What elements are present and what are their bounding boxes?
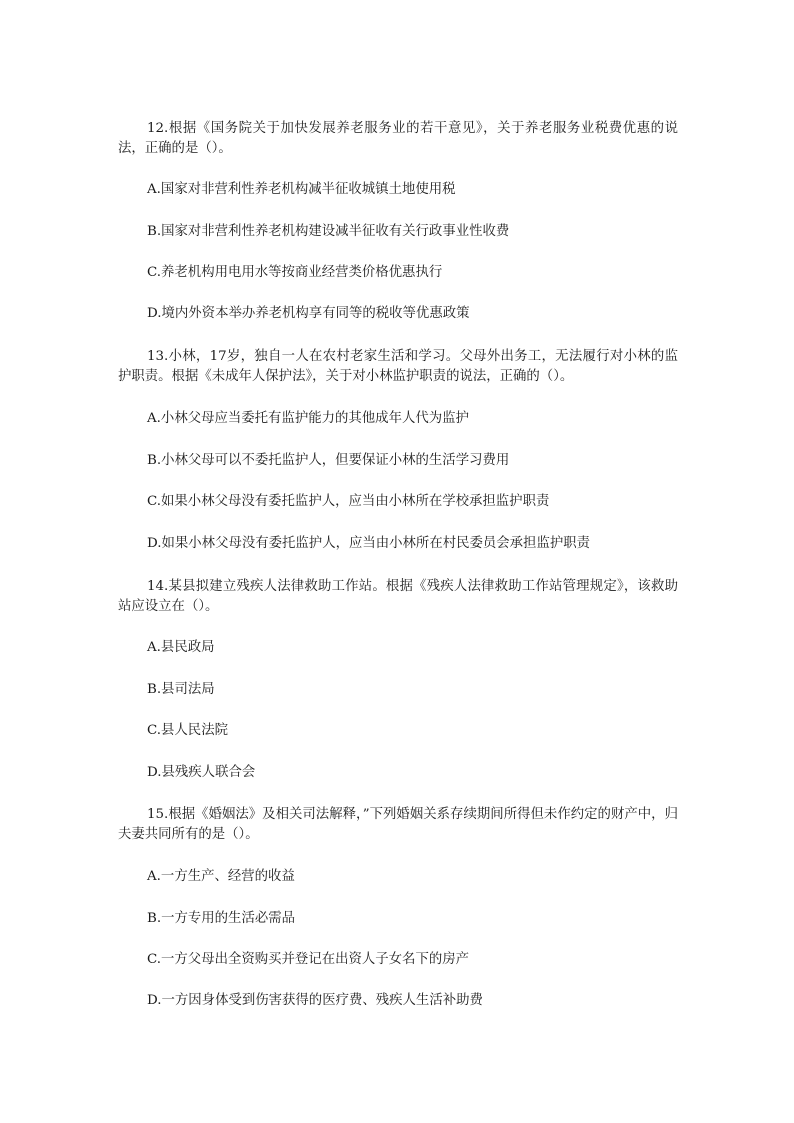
question-13-option-c: C.如果小林父母没有委托监护人，应当由小林所在学校承担监护职责 xyxy=(147,494,550,509)
question-13-option-d: D.如果小林父母没有委托监护人，应当由小林所在村民委员会承担监护职责 xyxy=(147,536,591,551)
question-12-option-a: A.国家对非营利性养老机构减半征收城镇土地使用税 xyxy=(147,182,456,197)
question-13-stem: 13.小林，17岁，独自一人在农村老家生活和学习。父母外出务工，无法履行对小林的监护职责。根据《未成年人保护法》，关于对小林监护职责的说法，正确的（）。 xyxy=(118,349,678,384)
question-15-option-a: A.一方生产、经营的收益 xyxy=(147,869,295,884)
question-15-stem: 15.根据《婚姻法》及相关司法解释，”下列婚姻关系存续期间所得但未作约定的财产中，归夫妻共同所有的是（）。 xyxy=(118,807,678,842)
question-12-option-d: D.境内外资本举办养老机构享有同等的税收等优惠政策 xyxy=(147,306,470,321)
question-12-option-c: C.养老机构用电用水等按商业经营类价格优惠执行 xyxy=(147,265,443,280)
question-14-option-a: A.县民政局 xyxy=(147,640,215,655)
question-15-option-c: C.一方父母出全资购买并登记在出资人子女名下的房产 xyxy=(147,952,470,967)
question-15-option-b: B.一方专用的生活必需品 xyxy=(147,911,296,926)
question-15-option-d: D.一方因身体受到伤害获得的医疗费、残疾人生活补助费 xyxy=(147,993,483,1008)
question-12-option-b: B.国家对非营利性养老机构建设减半征收有关行政事业性收费 xyxy=(147,224,510,239)
question-14-option-c: C.县人民法院 xyxy=(147,723,228,738)
question-14-option-b: B.县司法局 xyxy=(147,682,215,697)
question-12-stem: 12.根据《国务院关于加快发展养老服务业的若干意见》，关于养老服务业税费优惠的说法，正确的是（）。 xyxy=(118,121,678,156)
question-13-option-b: B.小林父母可以不委托监护人，但要保证小林的生活学习费用 xyxy=(147,453,510,468)
question-13-option-a: A.小林父母应当委托有监护能力的其他成年人代为监护 xyxy=(147,411,469,426)
question-14-stem: 14.某县拟建立残疾人法律救助工作站。根据《残疾人法律救助工作站管理规定》，该救助站应设立在（）。 xyxy=(118,579,678,614)
question-14-option-d: D.县残疾人联合会 xyxy=(147,765,256,780)
